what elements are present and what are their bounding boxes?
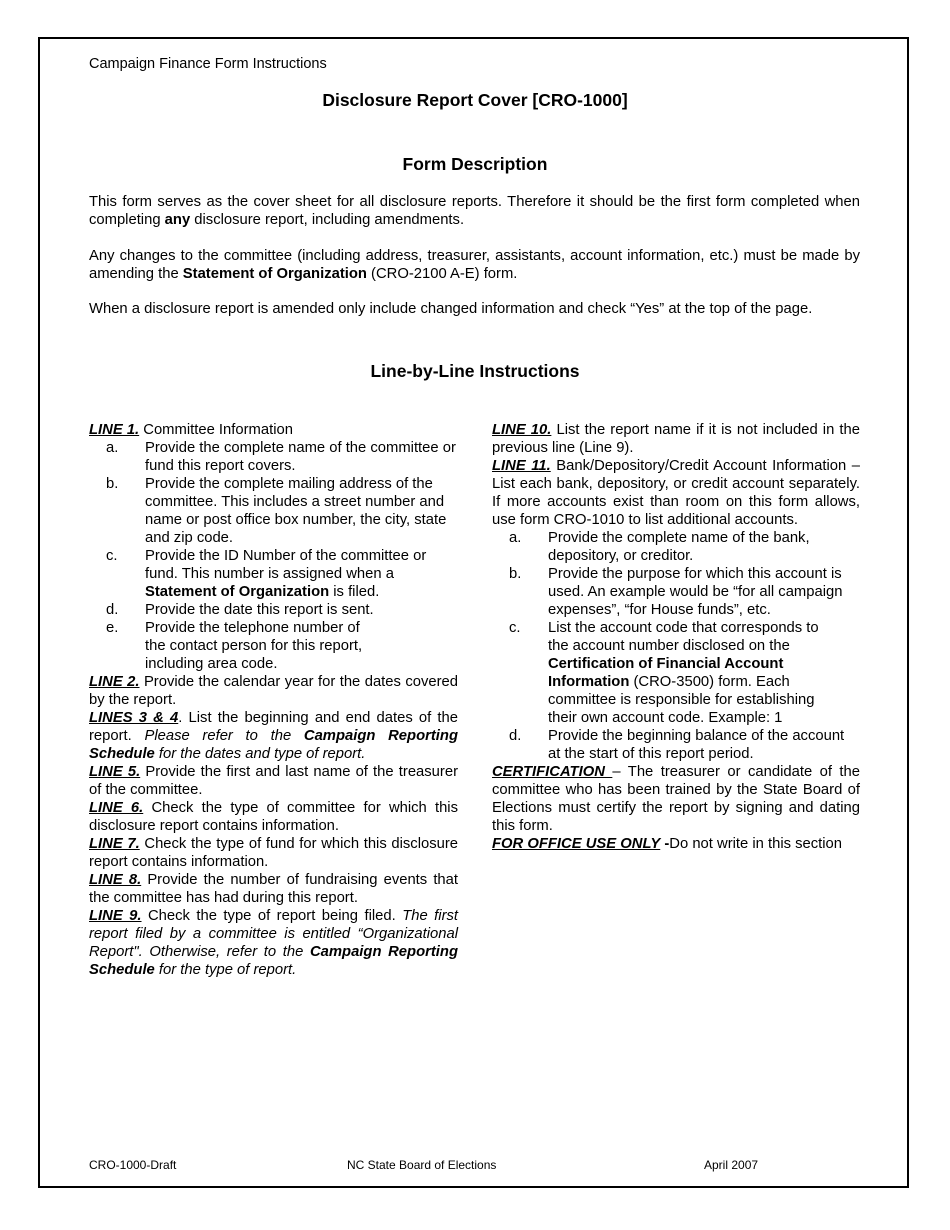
lines-3-4-item: LINES 3 & 4. List the beginning and end dates of the report. Please refer to the Campaign Reporting Schedule for the dates and type of report. — [89, 710, 458, 762]
line10-item: LINE 10. List the report name if it is not included in the previous line (Line 9). — [492, 422, 860, 456]
form-description-paragraph-2: Any changes to the committee (including address, treasurer, assistants, account information, etc.) must be made by amending the Statement of Organization (CRO-2100 A-E) form. — [89, 248, 860, 282]
line1-sub-e: e. Provide the telephone number of the contact person for this report, including area code. — [106, 620, 363, 672]
form-description-paragraph-1: This form serves as the cover sheet for all disclosure reports. Therefore it should be the first form completed when completing any disclosure report, including amendments. — [89, 194, 860, 228]
line2-item: LINE 2. Provide the calendar year for the dates covered by the report. — [89, 674, 459, 708]
form-description-heading: Form Description — [402, 154, 548, 174]
office-use-item: FOR OFFICE USE ONLY -Do not write in this section — [492, 836, 843, 852]
line9-item: LINE 9. Check the type of report being filed. The first report filed by a committee is entitled “Organizational Report". Otherwise, refer to the Campaign Reporting Schedule for the type of report. — [89, 908, 459, 978]
line1-sub-c: c. Provide the ID Number of the committee or fund. This number is assigned when a Statement of Organization is filed. — [106, 548, 427, 600]
line-by-line-heading: Line-by-Line Instructions — [370, 361, 580, 381]
footer-form-id: CRO-1000-Draft — [89, 1158, 177, 1172]
footer-date: April 2007 — [704, 1158, 759, 1172]
form-description-paragraph-3: When a disclosure report is amended only include changed information and check “Yes” at the top of the page. — [89, 301, 813, 317]
line8-item: LINE 8. Provide the number of fundraising events that the committee has had during this report. — [89, 872, 459, 906]
line11-sub-d: d. Provide the beginning balance of the account at the start of this report period. — [509, 728, 845, 762]
footer-agency: NC State Board of Elections — [347, 1158, 497, 1172]
line1-sub-a: a. Provide the complete name of the committee or fund this report covers. — [106, 440, 456, 474]
line5-item: LINE 5. Provide the first and last name of the treasurer of the committee. — [89, 764, 458, 798]
line1-sub-d: d. Provide the date this report is sent. — [106, 602, 374, 618]
line11-sub-a: a. Provide the complete name of the bank, depository, or creditor. — [509, 530, 810, 564]
instructions-right-column — [492, 421, 860, 853]
line11-sub-b: b. Provide the purpose for which this account is used. An example would be “for all campaign expenses”, “for House funds”, etc. — [509, 566, 843, 618]
line1-item: LINE 1. Committee Information — [89, 422, 293, 438]
line11-sub-c: c. List the account code that corresponds to the account number disclosed on the Certification of Financial Account Information (CRO-3500) form. Each committee is responsible for establishing their own account code. Example: 1 — [509, 620, 819, 726]
instructions-left-column — [89, 421, 458, 979]
document-title: Disclosure Report Cover [CRO-1000] — [322, 90, 628, 110]
running-header: Campaign Finance Form Instructions — [89, 56, 327, 72]
certification-item: CERTIFICATION – The treasurer or candidate of the committee who has been trained by the State Board of Elections must certify the report by signing and dating this form. — [492, 764, 860, 834]
line1-sub-b: b. Provide the complete mailing address of the committee. This includes a street number and name or post office box number, the city, state and zip code. — [106, 476, 447, 546]
line11-item: LINE 11. Bank/Depository/Credit Account Information – List each bank, depository, or credit account separately. If more accounts exist than room on this form allows, use form CRO-1010 to list additional accounts. — [492, 458, 860, 528]
line6-item: LINE 6. Check the type of committee for which this disclosure report contains information. — [89, 800, 458, 834]
line7-item: LINE 7. Check the type of fund for which this disclosure report contains information. — [89, 836, 459, 870]
